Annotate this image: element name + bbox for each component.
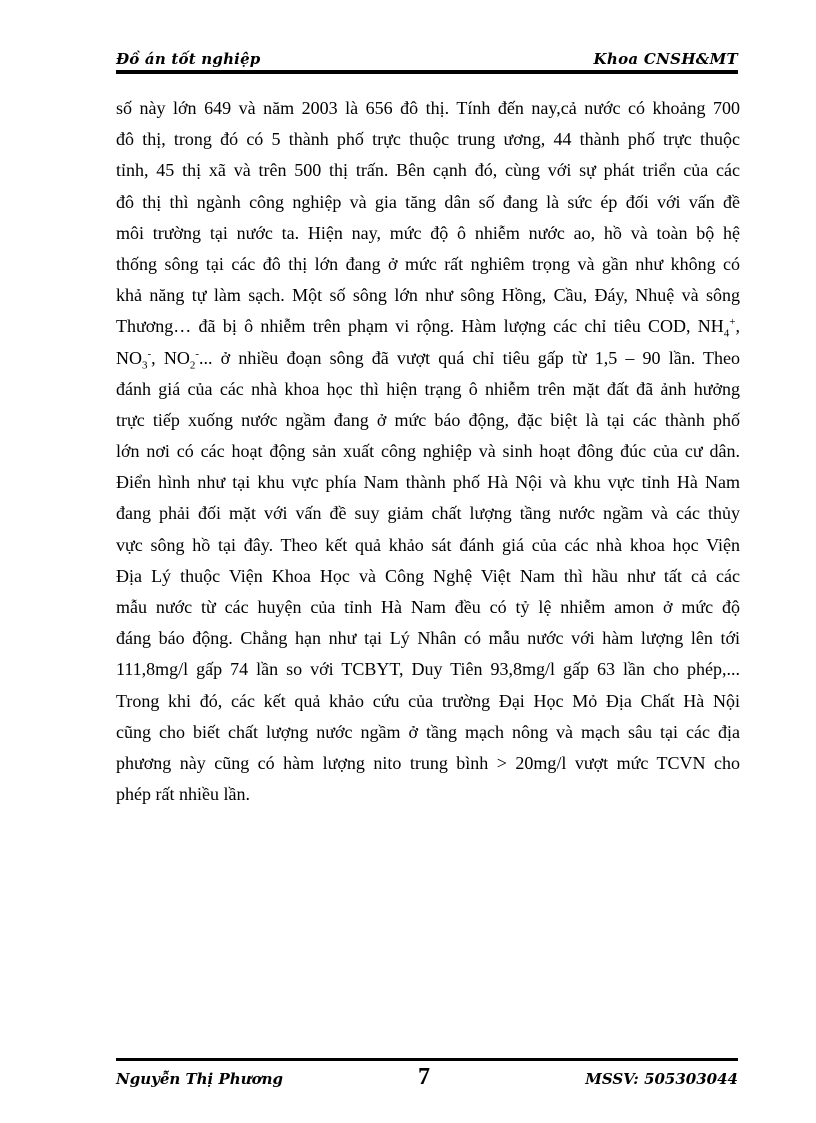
text-line: Trong khi đó, các kết quả khảo cứu của trường Đại Học Mỏ Địa Chất Hà Nội — [116, 690, 740, 711]
text-line: Địa Lý thuộc Viện Khoa Học và Công Nghệ Việt Nam thì hầu như tất cả các — [116, 565, 740, 586]
text-line: khả năng tự làm sạch. Một số sông lớn như sông Hồng, Cầu, Đáy, Nhuệ và sông — [116, 285, 740, 306]
no3-subscript: 3 — [142, 359, 148, 372]
footer-divider — [116, 1058, 738, 1061]
text-line: phương này cũng có hàm lượng nito trung bình > 20mg/l vượt mức TCVN cho — [116, 752, 740, 773]
header-document-title: Đồ án tốt nghiệp — [116, 50, 261, 68]
nh4-subscript: 4 — [723, 327, 730, 340]
line-text-end: , — [735, 316, 740, 337]
body-paragraph — [116, 93, 740, 810]
no3-formula: NO — [116, 347, 142, 368]
text-line: Điển hình như tại khu vực phía Nam thành phố Hà Nội và khu vực tỉnh Hà Nam — [116, 472, 740, 493]
text-line: môi trường tại nước ta. Hiện nay, mức độ ô nhiễm nước ao, hồ và toàn bộ hệ — [116, 222, 740, 243]
text-line: cũng cho biết chất lượng nước ngầm ở tầng mạch nông và mạch sâu tại các địa — [116, 721, 740, 742]
text-line-last: phép rất nhiều lần. — [116, 784, 250, 805]
text-line: đô thị thì ngành công nghiệp và gia tăng dân số đang là sức ép đối với vấn đề — [116, 191, 740, 212]
footer-author: Nguyễn Thị Phương — [116, 1070, 283, 1088]
footer-student-id: MSSV: 505303044 — [585, 1070, 738, 1088]
line-text: Thương… đã bị ô nhiễm trên phạm vi rộng. Hàm lượng các chỉ tiêu COD, NH — [116, 316, 724, 337]
line-text: ... ở nhiều đoạn sông đã vượt quá chỉ tiêu gấp từ 1,5 – 90 lần. Theo — [199, 347, 741, 368]
nh4-superscript: + — [729, 316, 736, 329]
text-line: tỉnh, 45 thị xã và trên 500 thị trấn. Bên cạnh đó, cùng với sự phát triển của các — [116, 160, 740, 181]
page-number: 7 — [418, 1064, 430, 1090]
text-line: số này lớn 649 và năm 2003 là 656 đô thị. Tính đến nay,cả nước có khoảng 700 — [116, 98, 740, 118]
text-line: mẫu nước từ các huyện của tỉnh Hà Nam đều có tỷ lệ nhiễm amon ở mức độ — [116, 597, 740, 617]
no2-formula: , NO — [151, 347, 190, 368]
text-line: thống sông tại các đô thị lớn đang ở mức rất nghiêm trọng và gần như không có — [116, 253, 740, 274]
no3-superscript: - — [147, 347, 152, 360]
text-line: đô thị, trong đó có 5 thành phố trực thuộc trung ương, 44 thành phố trực thuộc — [116, 129, 740, 150]
no2-superscript: - — [195, 347, 199, 360]
text-line: đánh giá của các nhà khoa học thì hiện trạng ô nhiễm trên mặt đất đã ảnh hưởng — [116, 378, 740, 399]
text-line: trực tiếp xuống nước ngầm đang ở mức báo động, đặc biệt là tại các thành phố — [116, 409, 740, 430]
text-line: đang phải đối mặt với vấn đề suy giảm chất lượng tầng nước ngầm và các thủy — [116, 503, 740, 524]
text-line-no3-no2 — [116, 343, 740, 374]
text-line: vực sông hồ tại đây. Theo kết quả khảo sát đánh giá của các nhà khoa học Viện — [116, 534, 740, 555]
no2-subscript: 2 — [189, 359, 196, 372]
text-line: 111,8mg/l gấp 74 lần so với TCBYT, Duy Tiên 93,8mg/l gấp 63 lần cho phép,... — [116, 659, 740, 680]
header-faculty: Khoa CNSH&MT — [593, 50, 738, 68]
page-header — [116, 50, 738, 74]
text-line: lớn nơi có các hoạt động sản xuất công nghiệp và sinh hoạt đông đúc của cư dân. — [116, 441, 740, 462]
text-line-nh4 — [116, 311, 740, 342]
text-line: đáng báo động. Chẳng hạn như tại Lý Nhân có mẫu nước với hàm lượng lên tới — [116, 628, 740, 649]
page-footer — [116, 1064, 738, 1092]
